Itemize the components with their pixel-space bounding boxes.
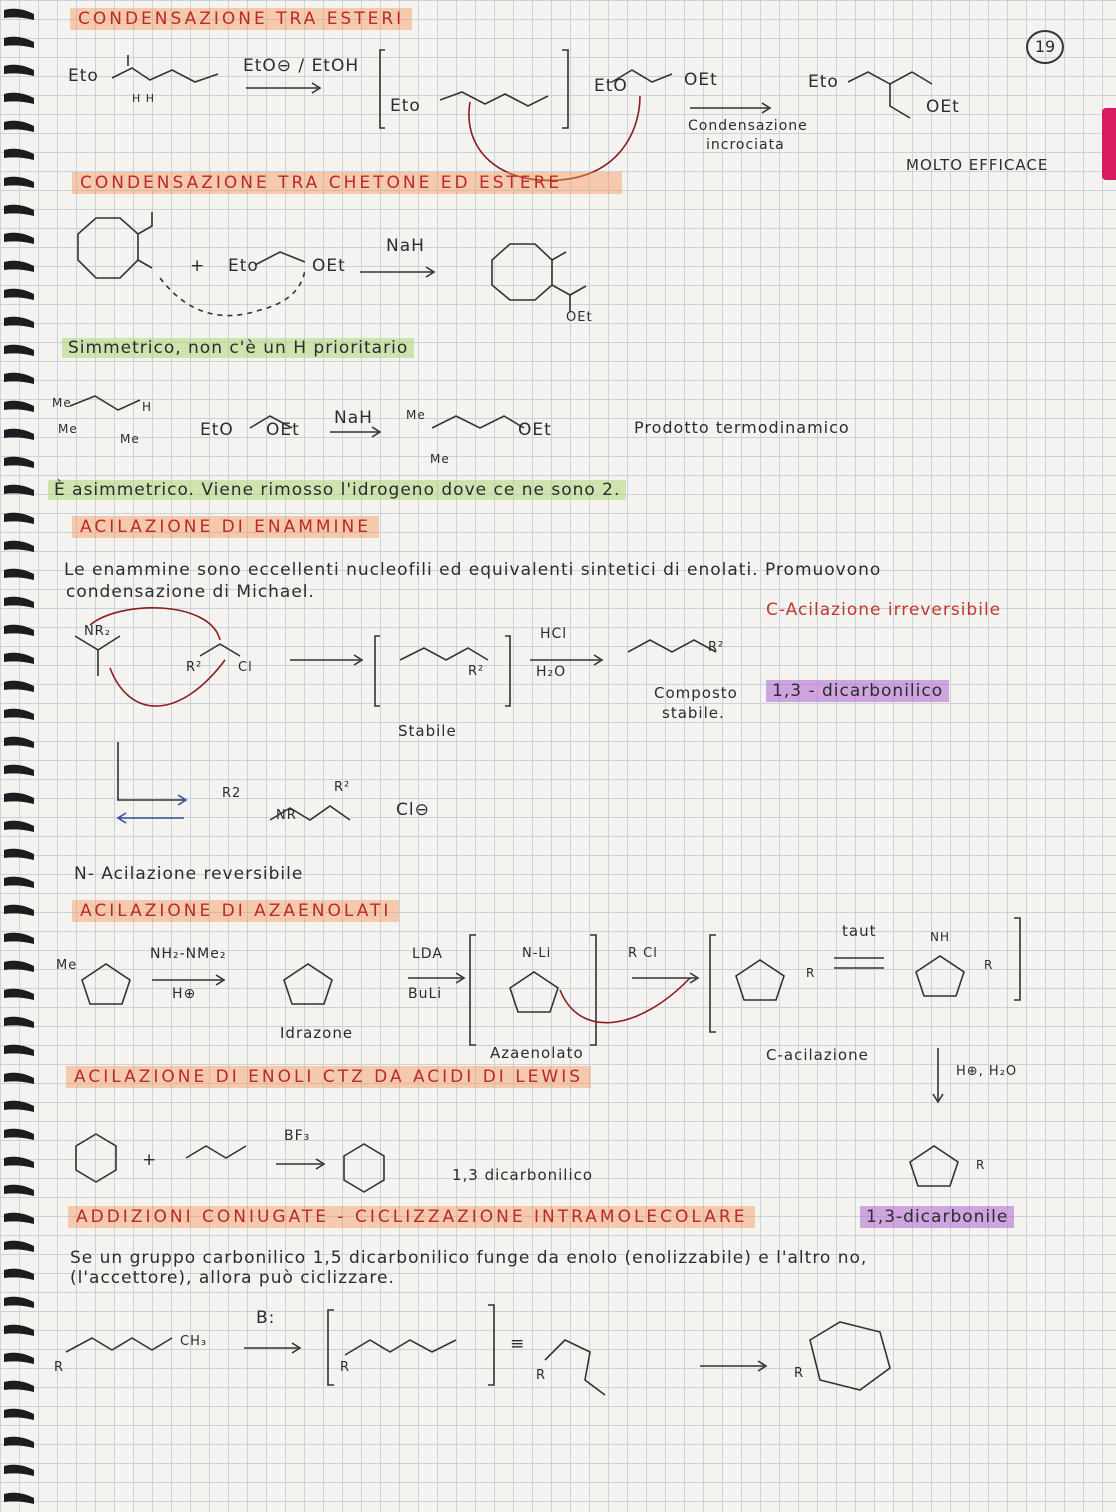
- cl-label: Cl: [238, 660, 253, 675]
- plus-sign-5: +: [142, 1150, 158, 1170]
- r2-product: R²: [708, 640, 725, 655]
- cyclization-text-2: (l'accettore), allora può ciclizzare.: [70, 1268, 395, 1288]
- section-title-conjugate-addition: ADDIZIONI CONIUGATE - CICLIZZAZIONE INTRAMOLECOLARE: [68, 1206, 755, 1228]
- acid-catalyst: H⊕: [172, 986, 197, 1002]
- bf3-label: BF₃: [284, 1128, 311, 1144]
- c-acylation-4: C-acilazione: [766, 1046, 869, 1064]
- stable-label: Stabile: [398, 722, 457, 740]
- nr2-label: NR₂: [84, 624, 111, 639]
- efficacy-note: MOLTO EFFICACE: [906, 156, 1049, 174]
- rcl-label: R Cl: [628, 946, 658, 961]
- hydrolysis-label: H⊕, H₂O: [956, 1064, 1018, 1079]
- hydrazone-label: Idrazone: [280, 1024, 354, 1042]
- c-acylation-label: C-Acilazione irreversibile: [766, 600, 1002, 620]
- compound-label: Composto: [654, 684, 738, 702]
- r2-n-label-2: R²: [334, 780, 351, 795]
- cyclization-text: Se un gruppo carbonilico 1,5 dicarbonilico funge da enolo (enolizzabile) e l'altro no,: [70, 1248, 868, 1268]
- enamine-intro-2: condensazione di Michael.: [66, 582, 315, 602]
- process-label-2: incrociata: [706, 137, 785, 153]
- me-product-1: Me: [406, 408, 426, 422]
- oet-ester: OEt: [684, 70, 718, 90]
- nah-reagent-2: NaH: [334, 408, 373, 428]
- dicarbonyl-tag-2: 1,3-dicarbonile: [860, 1206, 1014, 1228]
- eto-ester: EtO: [594, 76, 628, 96]
- n-li-label: N-Li: [522, 946, 552, 961]
- oet-cyclic-product: OEt: [566, 310, 593, 325]
- dicarbonyl-tag: 1,3 - dicarbonilico: [766, 680, 949, 702]
- r-label-6a: R: [54, 1360, 65, 1375]
- enamine-intro: Le enammine sono eccellenti nucleofili ed equivalenti sintetici di enolati. Promuovono: [64, 560, 882, 580]
- h-label: H: [142, 400, 153, 414]
- me-label-3: Me: [120, 432, 140, 446]
- nr-label: NR: [276, 808, 297, 823]
- asymmetric-note: È asimmetrico. Viene rimosso l'idrogeno dove ce ne sono 2.: [48, 480, 626, 500]
- compound-label-2: stabile.: [662, 704, 725, 722]
- ch3-label: CH₃: [180, 1334, 208, 1349]
- plus-sign: +: [190, 256, 206, 276]
- section-title-ester-condensation: CONDENSAZIONE TRA ESTERI: [70, 8, 412, 30]
- r-label-6c: R: [536, 1368, 547, 1383]
- hydrazine-reagent: NH₂-NMe₂: [150, 946, 227, 962]
- nh-label: NH: [930, 930, 950, 944]
- section-title-azaenolate: ACILAZIONE DI AZAENOLATI: [72, 900, 399, 922]
- me-label: Me: [56, 958, 78, 973]
- r2-intermediate: R²: [468, 664, 485, 679]
- oet-product-2: OEt: [518, 420, 552, 440]
- h-labels: H H: [132, 92, 156, 105]
- symmetric-note: Simmetrico, non c'è un H prioritario: [62, 338, 414, 358]
- me-label-2: Me: [58, 422, 78, 436]
- nah-reagent: NaH: [386, 236, 425, 256]
- chloride-ion: Cl⊖: [396, 800, 430, 820]
- r-label-3: R: [976, 1158, 986, 1172]
- r-label-6b: R: [340, 1360, 351, 1375]
- process-label: Condensazione: [688, 118, 808, 134]
- r-label-1: R: [806, 966, 816, 980]
- eto-reagent: Eto: [228, 256, 259, 276]
- eto-label: Eto: [68, 66, 99, 86]
- base-label: B:: [256, 1308, 276, 1328]
- dicarbonyl-product-label: 1,3 dicarbonilico: [452, 1166, 594, 1184]
- r2-n-label: R2: [222, 786, 242, 801]
- me-label-1: Me: [52, 396, 72, 410]
- n-acylation-label: N- Acilazione reversibile: [74, 864, 304, 884]
- eto-product: Eto: [808, 72, 839, 92]
- lda-label: LDA: [412, 946, 443, 962]
- eto-intermediate: Eto: [390, 96, 421, 116]
- azaenolate-label: Azaenolato: [490, 1044, 584, 1062]
- oet-label-2: OEt: [266, 420, 300, 440]
- section-title-enamine: ACILAZIONE DI ENAMMINE: [72, 516, 379, 538]
- page-number: 19: [1026, 30, 1064, 64]
- equivalence-sign: ≡: [510, 1334, 526, 1354]
- section-title-ketone-ester: CONDENSAZIONE TRA CHETONE ED ESTERE: [72, 172, 622, 194]
- hcl-label: HCl: [540, 626, 568, 642]
- me-product-2: Me: [430, 452, 450, 466]
- h2o-label: H₂O: [536, 664, 567, 680]
- r-label-2: R: [984, 958, 994, 972]
- thermo-product-note: Prodotto termodinamico: [634, 418, 850, 437]
- buli-label: BuLi: [408, 986, 443, 1002]
- r2-label: R²: [186, 660, 203, 675]
- eto-label-2: EtO: [200, 420, 234, 440]
- tautomer-label: taut: [842, 922, 877, 940]
- oet-reagent: OEt: [312, 256, 346, 276]
- oet-product: OEt: [926, 97, 960, 117]
- r-label-6d: R: [794, 1366, 805, 1381]
- reagent-label: EtO⊖ / EtOH: [243, 56, 360, 76]
- section-title-lewis-enol: ACILAZIONE DI ENOLI CTZ DA ACIDI DI LEWIS: [66, 1066, 591, 1088]
